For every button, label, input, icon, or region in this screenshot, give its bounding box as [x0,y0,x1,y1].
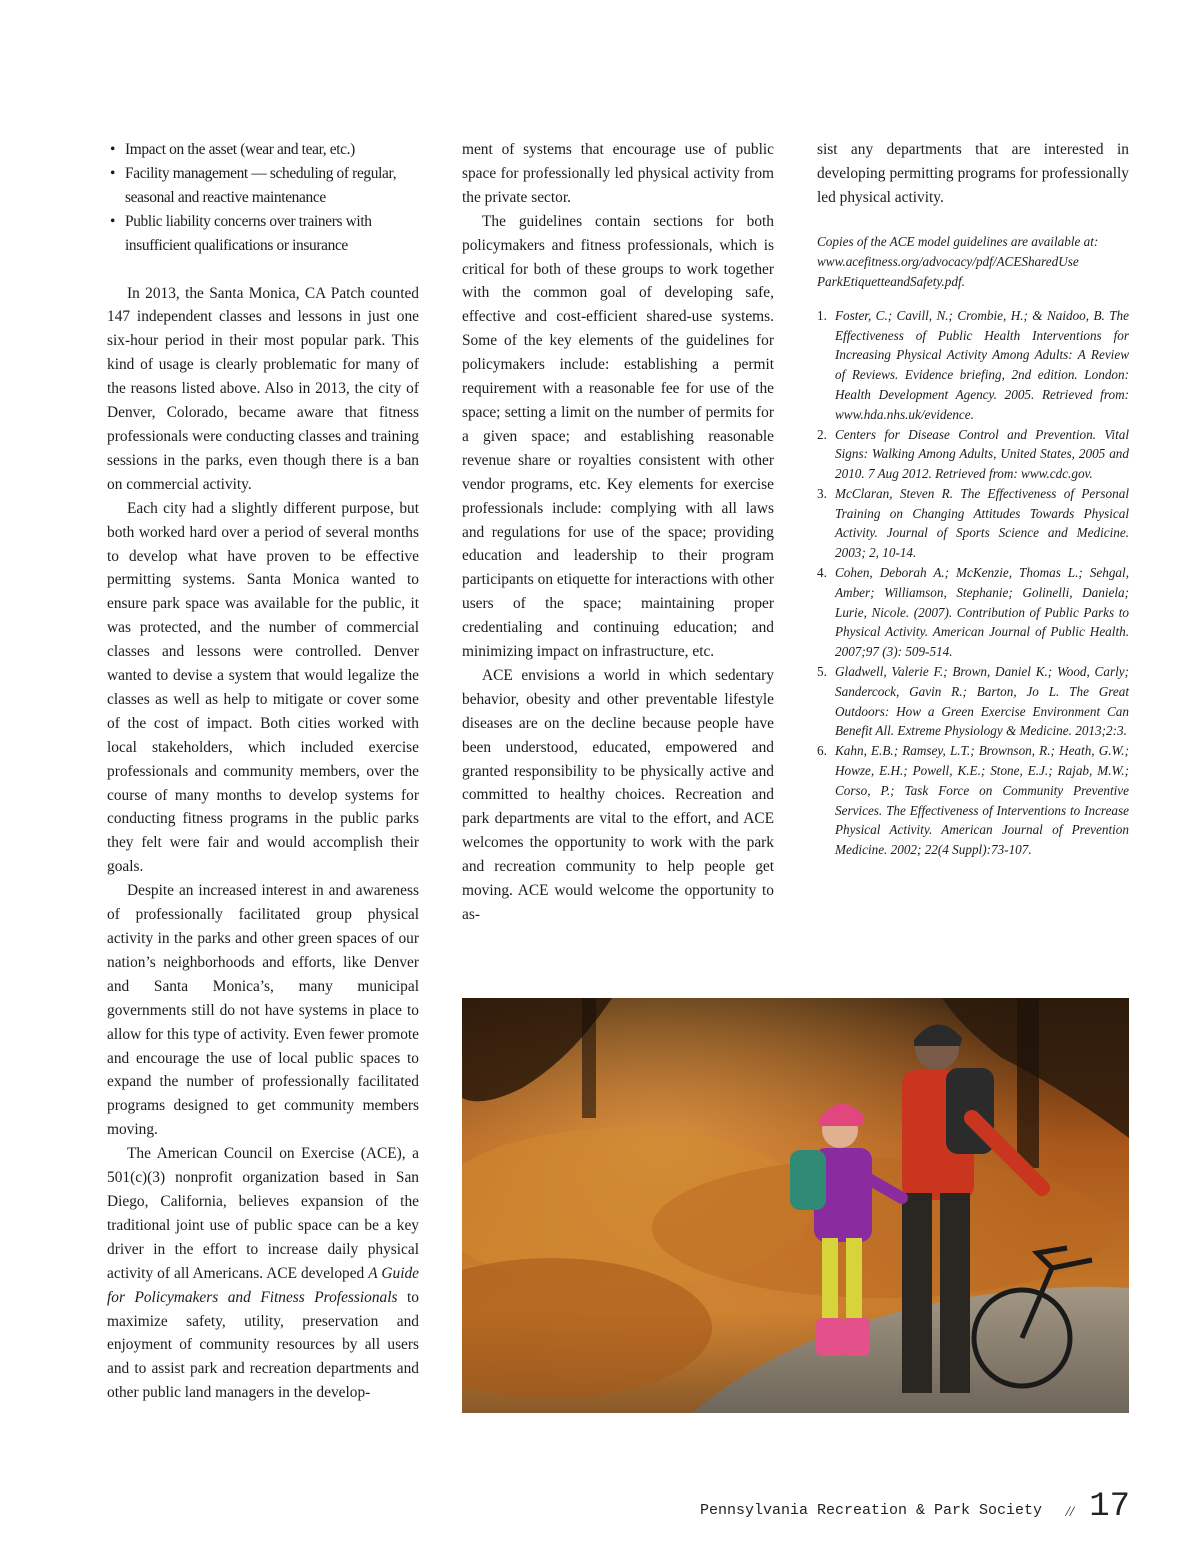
bullet-item: • Public liability concerns over trainers with insufficient qualifications or insurance [107,210,419,258]
bullet-dot-icon: • [110,141,116,158]
reference-item: 2. Centers for Disease Control and Prevention. Vital Signs: Walking Among Adults, United States, 2005 and 2010. 7 Aug 2012. Retrieved from: www.cdc.gov. [817,426,1129,482]
copies-note: Copies of the ACE model guidelines are available at: www.acefitness.org/advocacy/pdf/ACESharedUse ParkEtiquetteandSafety.pdf. [817,233,1099,289]
body-paragraph: ment of systems that encourage use of public space for professionally led physical activity from the private sector. [462,141,774,206]
column-2 [462,138,774,927]
body-paragraph: ACE envisions a world in which sedentary behavior, obesity and other preventable lifestyle diseases are on the decline because people have been understood, educated, empowered and granted responsibility to be physically active and committed to healthy choices. Recreation and park departments are vital to the effort, and ACE welcomes the opportunity to work with the park and recreation community to help people get moving. ACE would welcome the opportunity to as- [462,666,774,923]
column-1 [107,138,419,1405]
reference-item: 5. Gladwell, Valerie F.; Brown, Daniel K.; Wood, Carly; Sandercock, Gavin R.; Barton, Jo L. The Great Outdoors: How a Green Exercise Environment Can Benefit All. Extreme Physiology & Medicine. 2013;2:3. [817,664,1129,739]
body-paragraph: In 2013, the Santa Monica, CA Patch counted 147 independent classes and lessons in just one six-hour period in their most popular park. This kind of usage is clearly problematic for many of the reasons listed above. Also in 2013, the city of Denver, Colorado, became aware that fitness professionals were conducting classes and training sessions in the parks, even though there is a ban on commercial activity. [107,284,419,493]
bullet-dot-icon: • [110,212,116,230]
bullet-item: • Impact on the asset (wear and tear, etc.) [107,138,419,162]
references-list [817,306,1129,860]
reference-item: 4. Cohen, Deborah A.; McKenzie, Thomas L.; Sehgal, Amber; Williamson, Stephanie; Golinelli, Daniela; Lurie, Nicole. (2007). Contribution of Public Parks to Physical Activity. American Journal of Public Health. 2007;97 (3): 509-514. [817,565,1129,660]
bullet-dot-icon: • [110,164,116,182]
page-number: 17 [1089,1488,1130,1526]
footer-separator: // [1065,1504,1074,1520]
body-paragraph: sist any departments that are interested in developing permitting programs for professionally led physical activity. [817,141,1129,206]
society-name: Pennsylvania Recreation & Park Society [699,1502,1042,1519]
autumn-park-illustration [462,998,1129,1413]
body-paragraph: The guidelines contain sections for both policymakers and fitness professionals, which is critical for both of these groups to work together with the common goal of developing safe, effective and cost-efficient shared-use systems. Some of the key elements of the guidelines for policymakers include: establishing a permit requirement with a reasonable fee for use of the space; setting a limit on the number of permits for a given space; and establishing reasonable revenue share or royalties consistent with other vendor programs, etc. Key elements for exercise professionals include: complying with all laws and regulations for use of the space; providing education and leadership to their program participants on etiquette for interactions with other users of the space; maintaining proper credentialing and continuing education; and minimizing impact on infrastructure, etc. [462,212,774,661]
page-footer [699,1488,1130,1534]
photo-father-child-bike [462,998,1129,1413]
guide-title: A Guide for Policymakers and Fitness Professionals [107,1264,419,1306]
bullet-item: • Facility management — scheduling of regular, seasonal and reactive maintenance [107,162,419,210]
reference-item: 1. Foster, C.; Cavill, N.; Crombie, H.; & Naidoo, B. The Effectiveness of Public Health Interventions for Increasing Physical Activity Among Adults: A Review of Reviews. Evidence briefing, 2nd edition. London: Health Development Agency. 2005. Retrieved from: www.hda.nhs.uk/evidence. [817,307,1129,422]
body-paragraph-ace: The American Council on Exercise (ACE), a 501(c)(3) nonprofit organization based in San Diego, California, believes expansion of the traditional joint use of public space can be a key driver in the effort to increase daily physical activity of all Americans. ACE developed A Guide for Policymakers and Fitness Professionals to maximize safety, utility, preservation and enjoyment of community resources by all users and to assist park and recreation departments and other public land managers in the develop- [107,1145,419,1402]
body-paragraph: Despite an increased interest in and awareness of professionally facilitated group physical activity in the parks and other green spaces of our nation’s neighborhoods and efforts, like Denver and Santa Monica’s, many municipal governments still do not have systems in place to allow for this type of activity. Even fewer promote and encourage the use of local public spaces to expand the number of professionally facilitated programs designed to get community members moving. [107,882,419,1139]
reference-item: 3. McClaran, Steven R. The Effectiveness of Personal Training on Changing Attitudes Towards Physical Activity. Journal of Sports Science and Medicine. 2003; 2, 10-14. [817,485,1129,561]
body-paragraph: Each city had a slightly different purpose, but both worked hard over a period of several months to develop what have proven to be effective permitting systems. Santa Monica wanted to ensure park space was available for the public, it was protected, and the number of commercial classes and lessons were controlled. Denver wanted to devise a system that would legalize the classes as well as help to mitigate or cover some of the cost of impact. Both cities worked with local stakeholders, which included exercise professionals and community members, over the course of many months to develop systems for conducting fitness programs in the public parks they felt were fair and would accomplish their goals. [107,499,419,876]
bullet-list [107,138,419,258]
reference-item: 6. Kahn, E.B.; Ramsey, L.T.; Brownson, R.; Heath, G.W.; Howze, E.H.; Powell, K.E.; Stone, E.J.; Rajab, M.W.; Corso, P.; Task Force on Community Preventive Services. The Effectiveness of Interventions to Increase Physical Activity. American Journal of Prevention Medicine. 2002; 22(4 Suppl):73-107. [817,743,1129,858]
column-3 [817,138,1129,860]
